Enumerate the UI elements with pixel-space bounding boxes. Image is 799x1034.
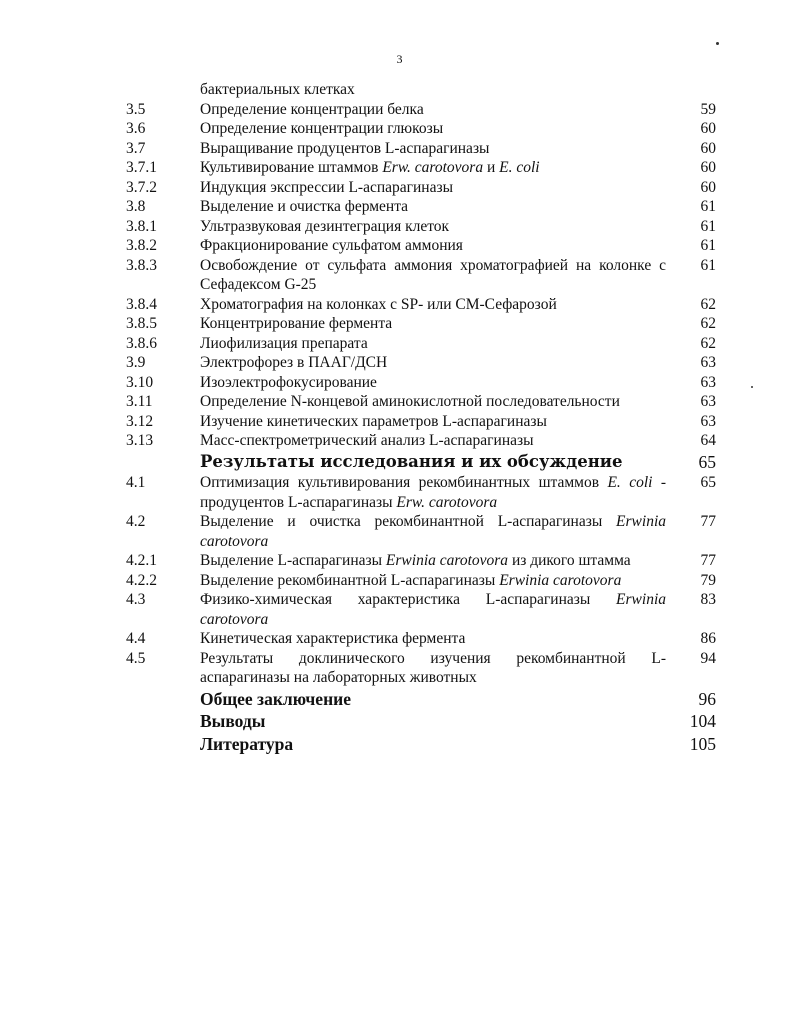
toc-title-text: Оптимизация культивирования рекомбинантных штаммов xyxy=(200,474,608,491)
toc-entry xyxy=(0,217,799,237)
toc-entry-page: 60 xyxy=(700,159,716,176)
toc-entry-title xyxy=(200,733,666,756)
toc-entry-title xyxy=(200,412,666,432)
toc-entry-page: 104 xyxy=(689,711,716,731)
toc-title-text: Выделение и очистка рекомбинантной L-аспарагиназы xyxy=(200,513,617,530)
toc-entry-number: 3.7 xyxy=(126,139,146,157)
toc-entry-number: 3.8.6 xyxy=(126,334,157,352)
toc-heading xyxy=(0,710,799,733)
toc-entry-title xyxy=(200,100,666,120)
toc-entry-title xyxy=(200,392,666,412)
toc-entry-title xyxy=(200,119,666,139)
toc-entry-page: 59 xyxy=(700,100,716,118)
toc-entry-title xyxy=(200,158,666,178)
toc-entry-page: 60 xyxy=(700,139,716,157)
toc-entry-page: 86 xyxy=(700,630,716,647)
toc-entry-title xyxy=(200,512,666,551)
toc-title-text: Определение N-концевой аминокислотной последовательности xyxy=(200,393,620,410)
toc-title-text: и xyxy=(483,159,500,176)
toc-entry xyxy=(0,649,799,688)
toc-entry-title xyxy=(200,139,666,159)
toc-entry-title xyxy=(200,551,666,571)
toc-entry xyxy=(0,512,799,551)
toc-entry-title xyxy=(200,334,666,354)
toc-heading xyxy=(0,451,799,474)
toc-entry xyxy=(0,256,799,295)
toc-entry-page: 63 xyxy=(700,373,716,391)
toc-entry-page: 62 xyxy=(700,295,716,313)
toc-title-text: - продуцентов L-аспарагиназы xyxy=(200,474,666,511)
toc-entry-page: 62 xyxy=(700,334,716,352)
toc-entry-page: 64 xyxy=(700,432,716,449)
toc-entry-number: 3.12 xyxy=(126,412,154,430)
toc-entry-page: 79 xyxy=(700,571,716,589)
toc-entry-page: 105 xyxy=(689,733,716,754)
toc-entry-title xyxy=(200,431,666,451)
toc-entry-page: 96 xyxy=(698,688,716,709)
toc-entry-page: 60 xyxy=(700,120,716,137)
toc-entry xyxy=(0,158,799,178)
toc-entry xyxy=(0,178,799,198)
toc-title-text: Определение концентрации белка xyxy=(200,100,424,118)
toc-entry-title xyxy=(200,256,666,295)
toc-title-italic: E. coli xyxy=(499,159,540,176)
toc-entry-number: 3.6 xyxy=(126,120,146,137)
toc-entry xyxy=(0,80,799,100)
toc-entry xyxy=(0,629,799,649)
toc-entry-page: 77 xyxy=(700,552,716,569)
toc-entry-title xyxy=(200,451,666,474)
toc-title-italic: E. coli xyxy=(607,474,653,491)
toc-entry xyxy=(0,353,799,373)
toc-entry-number: 3.8.1 xyxy=(126,217,157,235)
toc-title-text: Индукция экспрессии L-аспарагиназы xyxy=(200,178,454,196)
toc-entry xyxy=(0,571,799,591)
toc-entry-title xyxy=(200,710,666,733)
toc-entry-page: 61 xyxy=(700,217,716,235)
toc-entry-number: 4.5 xyxy=(126,649,146,667)
toc-title-text: Ультразвуковая дезинтеграция клеток xyxy=(200,217,450,235)
toc-entry-page: 62 xyxy=(700,315,716,332)
toc-entry-title xyxy=(200,314,666,334)
toc-title-text: Электрофорез в ПААГ/ДСН xyxy=(200,354,388,371)
toc-entry-number: 3.5 xyxy=(126,100,146,118)
toc-title-italic: Erw. carotovora xyxy=(396,493,498,511)
toc-title-text: Выделение рекомбинантной L-аспарагиназы xyxy=(200,571,500,589)
toc-title-italic: Erwinia carotovora xyxy=(385,552,509,569)
toc-title-text: Кинетическая характеристика фермента xyxy=(200,630,466,647)
toc-entry-number: 4.2 xyxy=(126,513,146,530)
toc-entry xyxy=(0,473,799,512)
toc-entry-number: 3.8 xyxy=(126,198,146,215)
toc-title-italic: Erwinia carotovora xyxy=(200,513,666,550)
toc-heading xyxy=(0,688,799,711)
page-number: 3 xyxy=(396,52,403,66)
toc-entry xyxy=(0,100,799,120)
toc-entry xyxy=(0,197,799,217)
toc-entry-number: 3.11 xyxy=(126,393,153,410)
toc-entry-page: 61 xyxy=(700,237,716,254)
toc-entry-page: 63 xyxy=(700,354,716,371)
toc-entry-title xyxy=(200,649,666,688)
toc-entry-title xyxy=(200,373,666,393)
toc-title-text: Изучение кинетических параметров L-аспарагиназы xyxy=(200,412,547,430)
toc-title-text: Выделение и очистка фермента xyxy=(200,198,409,215)
toc-entry-number: 3.7.2 xyxy=(126,178,157,196)
toc-title-text: Масс-спектрометрический анализ L-аспарагиназы xyxy=(200,432,534,449)
toc-entry-title xyxy=(200,197,666,217)
toc-title-text: бактериальных клетках xyxy=(200,81,355,98)
toc-title-italic: Erw. carotovora xyxy=(382,159,484,176)
toc-entry-title xyxy=(200,590,666,629)
toc-entry-page: 77 xyxy=(700,513,716,530)
toc-title-text: Литература xyxy=(200,733,294,754)
toc-title-text: Освобождение от сульфата аммония хроматографией на колонке с Сефадексом G-25 xyxy=(200,256,666,293)
toc-entry-page: 94 xyxy=(700,649,716,667)
toc-entry xyxy=(0,412,799,432)
toc-entry-number: 4.4 xyxy=(126,630,146,647)
toc-entry-page: 63 xyxy=(700,412,716,430)
toc-entry-number: 4.2.1 xyxy=(126,552,157,569)
toc-title-text: Выделение L-аспарагиназы xyxy=(200,552,386,569)
toc-entry-page: 60 xyxy=(700,178,716,196)
toc-entry-page: 61 xyxy=(700,256,716,274)
toc-entry-number: 4.3 xyxy=(126,591,146,608)
toc-entry xyxy=(0,139,799,159)
toc-entry-number: 4.1 xyxy=(126,474,146,491)
toc-title-text: из дикого штамма xyxy=(508,552,631,569)
toc-entry-number: 3.9 xyxy=(126,354,146,371)
toc-entry-title xyxy=(200,217,666,237)
toc-entry-title xyxy=(200,178,666,198)
toc-entry xyxy=(0,236,799,256)
toc-title-text: Выращивание продуцентов L-аспарагиназы xyxy=(200,139,490,157)
toc-entry-title xyxy=(200,688,666,711)
toc-entry-number: 4.2.2 xyxy=(126,571,157,589)
toc-title-text: Концентрирование фермента xyxy=(200,315,393,332)
toc-title-text: Фракционирование сульфатом аммония xyxy=(200,237,463,254)
toc-entry-title xyxy=(200,473,666,512)
toc-title-text: Общее заключение xyxy=(200,688,352,709)
toc-entry-page: 83 xyxy=(700,591,716,608)
toc-title-text: Лиофилизация препарата xyxy=(200,334,368,352)
toc-entry xyxy=(0,119,799,139)
toc-entry-title xyxy=(200,236,666,256)
toc-entry-page: 65 xyxy=(700,474,716,491)
toc-entry-number: 3.8.2 xyxy=(126,237,157,254)
toc-entry-number: 3.8.4 xyxy=(126,295,157,313)
toc-entry xyxy=(0,314,799,334)
toc-entry-page: 65 xyxy=(698,451,716,472)
toc-entry-title xyxy=(200,295,666,315)
toc-entry-title xyxy=(200,80,666,100)
toc-entry xyxy=(0,590,799,629)
toc-entry-page: 61 xyxy=(700,198,716,215)
toc-title-text: Культивирование штаммов xyxy=(200,159,383,176)
toc-title-text: Изоэлектрофокусирование xyxy=(200,373,377,391)
toc-entry-page: 63 xyxy=(700,393,716,410)
toc-entry xyxy=(0,431,799,451)
toc-title-text: Определение концентрации глюкозы xyxy=(200,120,444,137)
toc-entry-title xyxy=(200,629,666,649)
toc-entry xyxy=(0,334,799,354)
table-of-contents xyxy=(0,80,799,755)
toc-entry-number: 3.8.5 xyxy=(126,315,157,332)
toc-title-text: Результаты доклинического изучения рекомбинантной L-аспарагиназы на лабораторных животных xyxy=(200,649,666,686)
toc-entry-number: 3.7.1 xyxy=(126,159,157,176)
toc-entry-title xyxy=(200,353,666,373)
toc-entry-number: 3.10 xyxy=(126,373,154,391)
toc-title-italic: Erwinia carotovora xyxy=(200,591,666,628)
toc-title-italic: Erwinia carotovora xyxy=(499,571,622,589)
toc-entry xyxy=(0,551,799,571)
toc-title-text: Хроматография на колонках с SP- или СМ-Сефарозой xyxy=(200,295,557,313)
toc-heading xyxy=(0,733,799,756)
toc-title-text: Выводы xyxy=(200,711,266,731)
toc-entry xyxy=(0,373,799,393)
toc-title-text: Физико-химическая характеристика L-аспарагиназы xyxy=(200,591,617,608)
toc-entry-number: 3.8.3 xyxy=(126,256,157,274)
toc-title-text: Результаты исследования и их обсуждение xyxy=(200,451,623,471)
toc-entry xyxy=(0,392,799,412)
scan-speck xyxy=(716,42,719,45)
toc-entry-title xyxy=(200,571,666,591)
toc-entry xyxy=(0,295,799,315)
toc-entry-number: 3.13 xyxy=(126,432,154,449)
